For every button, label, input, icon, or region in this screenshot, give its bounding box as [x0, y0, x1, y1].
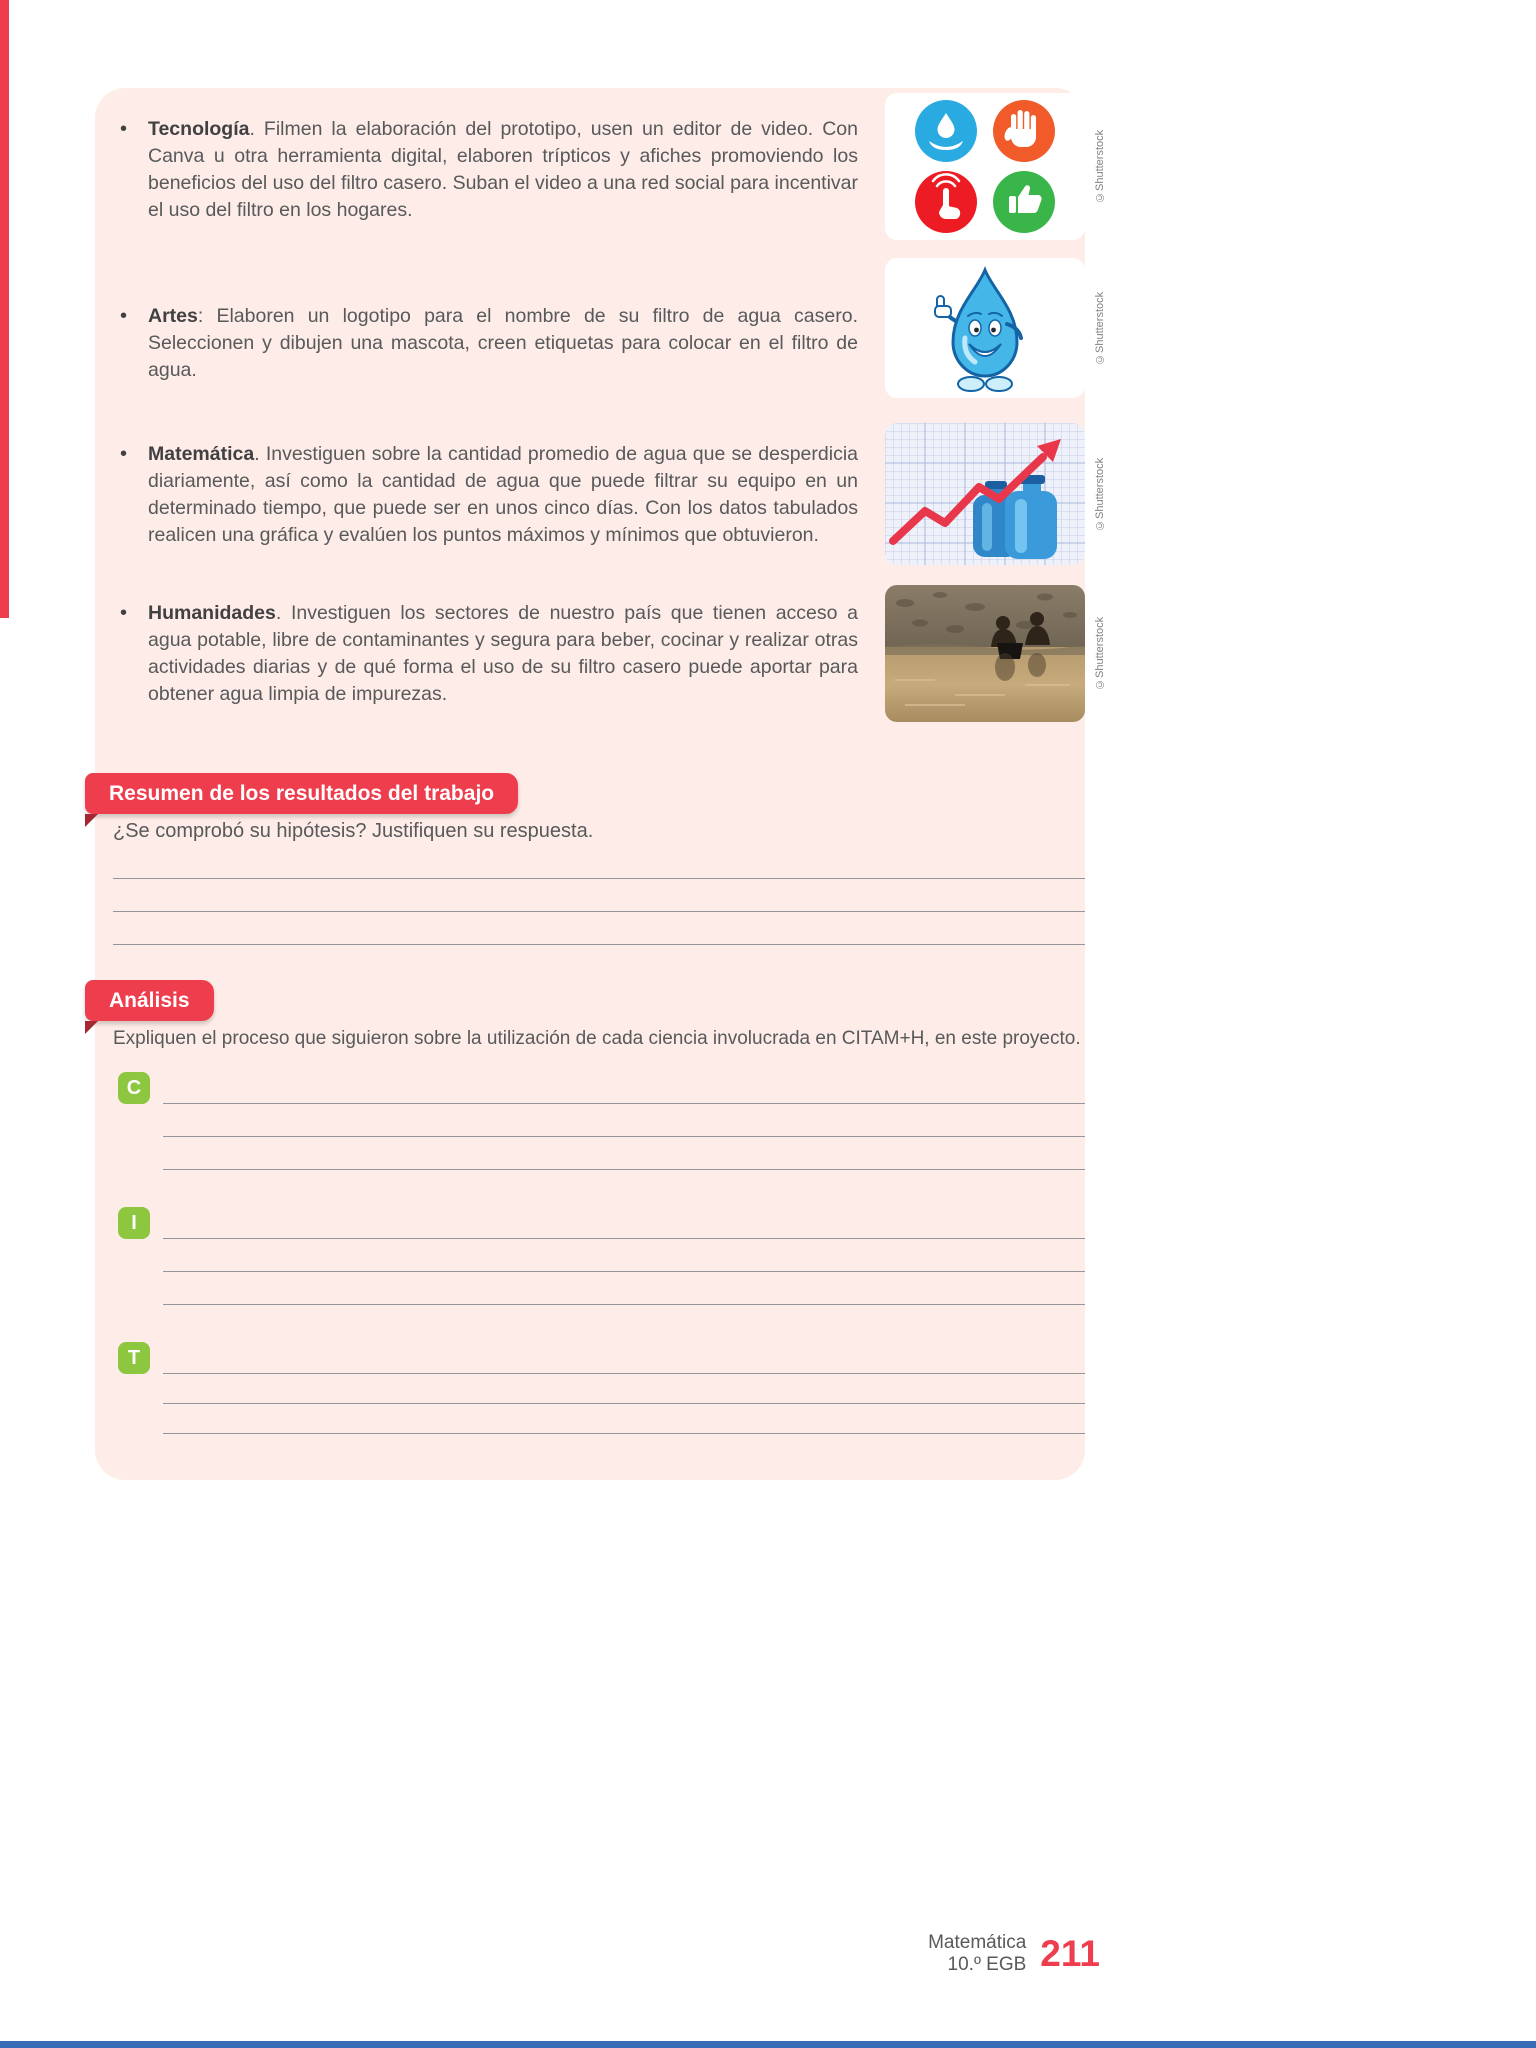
footer-subject: Matemática — [928, 1932, 1027, 1953]
bullet-title: Matemática — [148, 443, 255, 465]
writing-line — [163, 1169, 1085, 1170]
page-footer — [928, 1932, 1100, 1976]
bullet-title: Tecnología — [148, 118, 250, 140]
image-credit — [1091, 585, 1109, 722]
writing-line — [113, 878, 1085, 879]
resumen-title: Resumen de los resultados del trabajo — [109, 781, 495, 805]
image-card-photo — [885, 585, 1085, 722]
credit-label: ©Shutterstock — [1094, 129, 1106, 204]
left-edge-bar — [0, 0, 9, 618]
analisis-instruction: Expliquen el proceso que siguieron sobre la utilización de cada ciencia involucrada en CITAM+H, en este proyecto. — [113, 1028, 1081, 1049]
bullet-item-matematica — [118, 441, 860, 549]
bullet-body: Investiguen sobre la cantidad promedio de agua que se desperdicia diariamente, así como la cantidad de agua que puede filtrar su equipo en un determinado tiempo, que puede ser en unos cinco días. Con los datos tabulados realicen una gráfica y evalúen los puntos máximos y mínimos que obtuvieron. — [148, 443, 858, 546]
credit-label: ©Shutterstock — [1094, 616, 1106, 691]
analisis-ribbon — [85, 980, 214, 1021]
bullet-separator: . — [275, 602, 291, 624]
credit-label: ©Shutterstock — [1094, 457, 1106, 531]
bullet-body: Elaboren un logotipo para el nombre de su filtro de agua casero. Seleccionen y dibujen una mascota, creen etiquetas para colocar en el filtro de agua. — [148, 305, 858, 381]
writing-line — [113, 944, 1085, 945]
writing-line — [163, 1271, 1085, 1272]
footer-page-number: 211 — [1040, 1933, 1100, 1974]
bottom-blue-bar — [0, 2041, 1536, 2048]
resumen-question: ¿Se comprobó su hipótesis? Justifiquen su respuesta. — [113, 820, 594, 842]
bullet-text — [148, 600, 858, 708]
letter-badge-t — [118, 1342, 150, 1374]
badge-letter: T — [127, 1346, 141, 1369]
bullet-dot: • — [120, 118, 128, 140]
water-chart-image — [885, 423, 1085, 565]
bullet-dot: • — [120, 443, 128, 465]
credit-label: ©Shutterstock — [1094, 291, 1106, 365]
resumen-ribbon — [85, 773, 518, 814]
writing-line — [163, 1136, 1085, 1137]
bullet-text — [148, 303, 858, 384]
bullet-body: Investiguen los sectores de nuestro país que tienen acceso a agua potable, libre de contaminantes y segura para beber, cocinar y realizar otras actividades diarias y de qué forma el uso de su filtro casero puede aportar para obtener agua limpia de impurezas. — [148, 602, 858, 705]
analisis-title: Análisis — [109, 988, 190, 1012]
bullet-title: Artes — [148, 305, 198, 327]
image-card-mascot — [885, 258, 1085, 398]
water-drop-mascot-image — [885, 258, 1085, 398]
bullet-title: Humanidades — [148, 602, 276, 624]
image-credit — [1091, 423, 1109, 565]
bullet-separator: . — [254, 443, 266, 465]
footer-grade: 10.º EGB — [947, 1954, 1027, 1975]
image-card-icons — [885, 93, 1085, 240]
bullet-separator: . — [249, 118, 264, 140]
collaboration-icons-image — [885, 93, 1085, 240]
badge-letter: C — [126, 1076, 142, 1099]
bullet-text — [148, 116, 858, 224]
writing-line — [163, 1373, 1085, 1374]
stop-hand-icon — [993, 100, 1055, 162]
tap-click-icon — [915, 171, 977, 233]
bullet-item-artes — [118, 303, 860, 384]
writing-line — [163, 1238, 1085, 1239]
writing-line — [113, 911, 1085, 912]
bullet-text — [148, 441, 858, 549]
image-credit — [1091, 258, 1109, 398]
writing-line — [163, 1403, 1085, 1404]
writing-line — [163, 1304, 1085, 1305]
letter-badge-c — [118, 1072, 150, 1104]
writing-line — [163, 1433, 1085, 1434]
hands-water-icon — [915, 100, 977, 162]
water-collection-photo — [885, 585, 1085, 722]
bullet-dot: • — [120, 602, 128, 624]
bullet-body: Filmen la elaboración del prototipo, usen un editor de video. Con Canva u otra herramienta digital, elaboren trípticos y afiches promoviendo los beneficios del uso del filtro casero. Suban el video a una red social para incentivar el uso del filtro en los hogares. — [148, 118, 859, 221]
letter-badge-i — [118, 1207, 150, 1239]
thumbs-up-icon — [993, 171, 1055, 233]
bullet-item-humanidades — [118, 600, 860, 708]
badge-letter: I — [131, 1211, 137, 1234]
bullet-item-tecnologia — [118, 116, 860, 224]
image-card-chart — [885, 423, 1085, 565]
image-credit — [1091, 93, 1109, 240]
bullet-dot: • — [120, 305, 128, 327]
writing-line — [163, 1103, 1085, 1104]
bullet-separator: : — [197, 305, 217, 327]
